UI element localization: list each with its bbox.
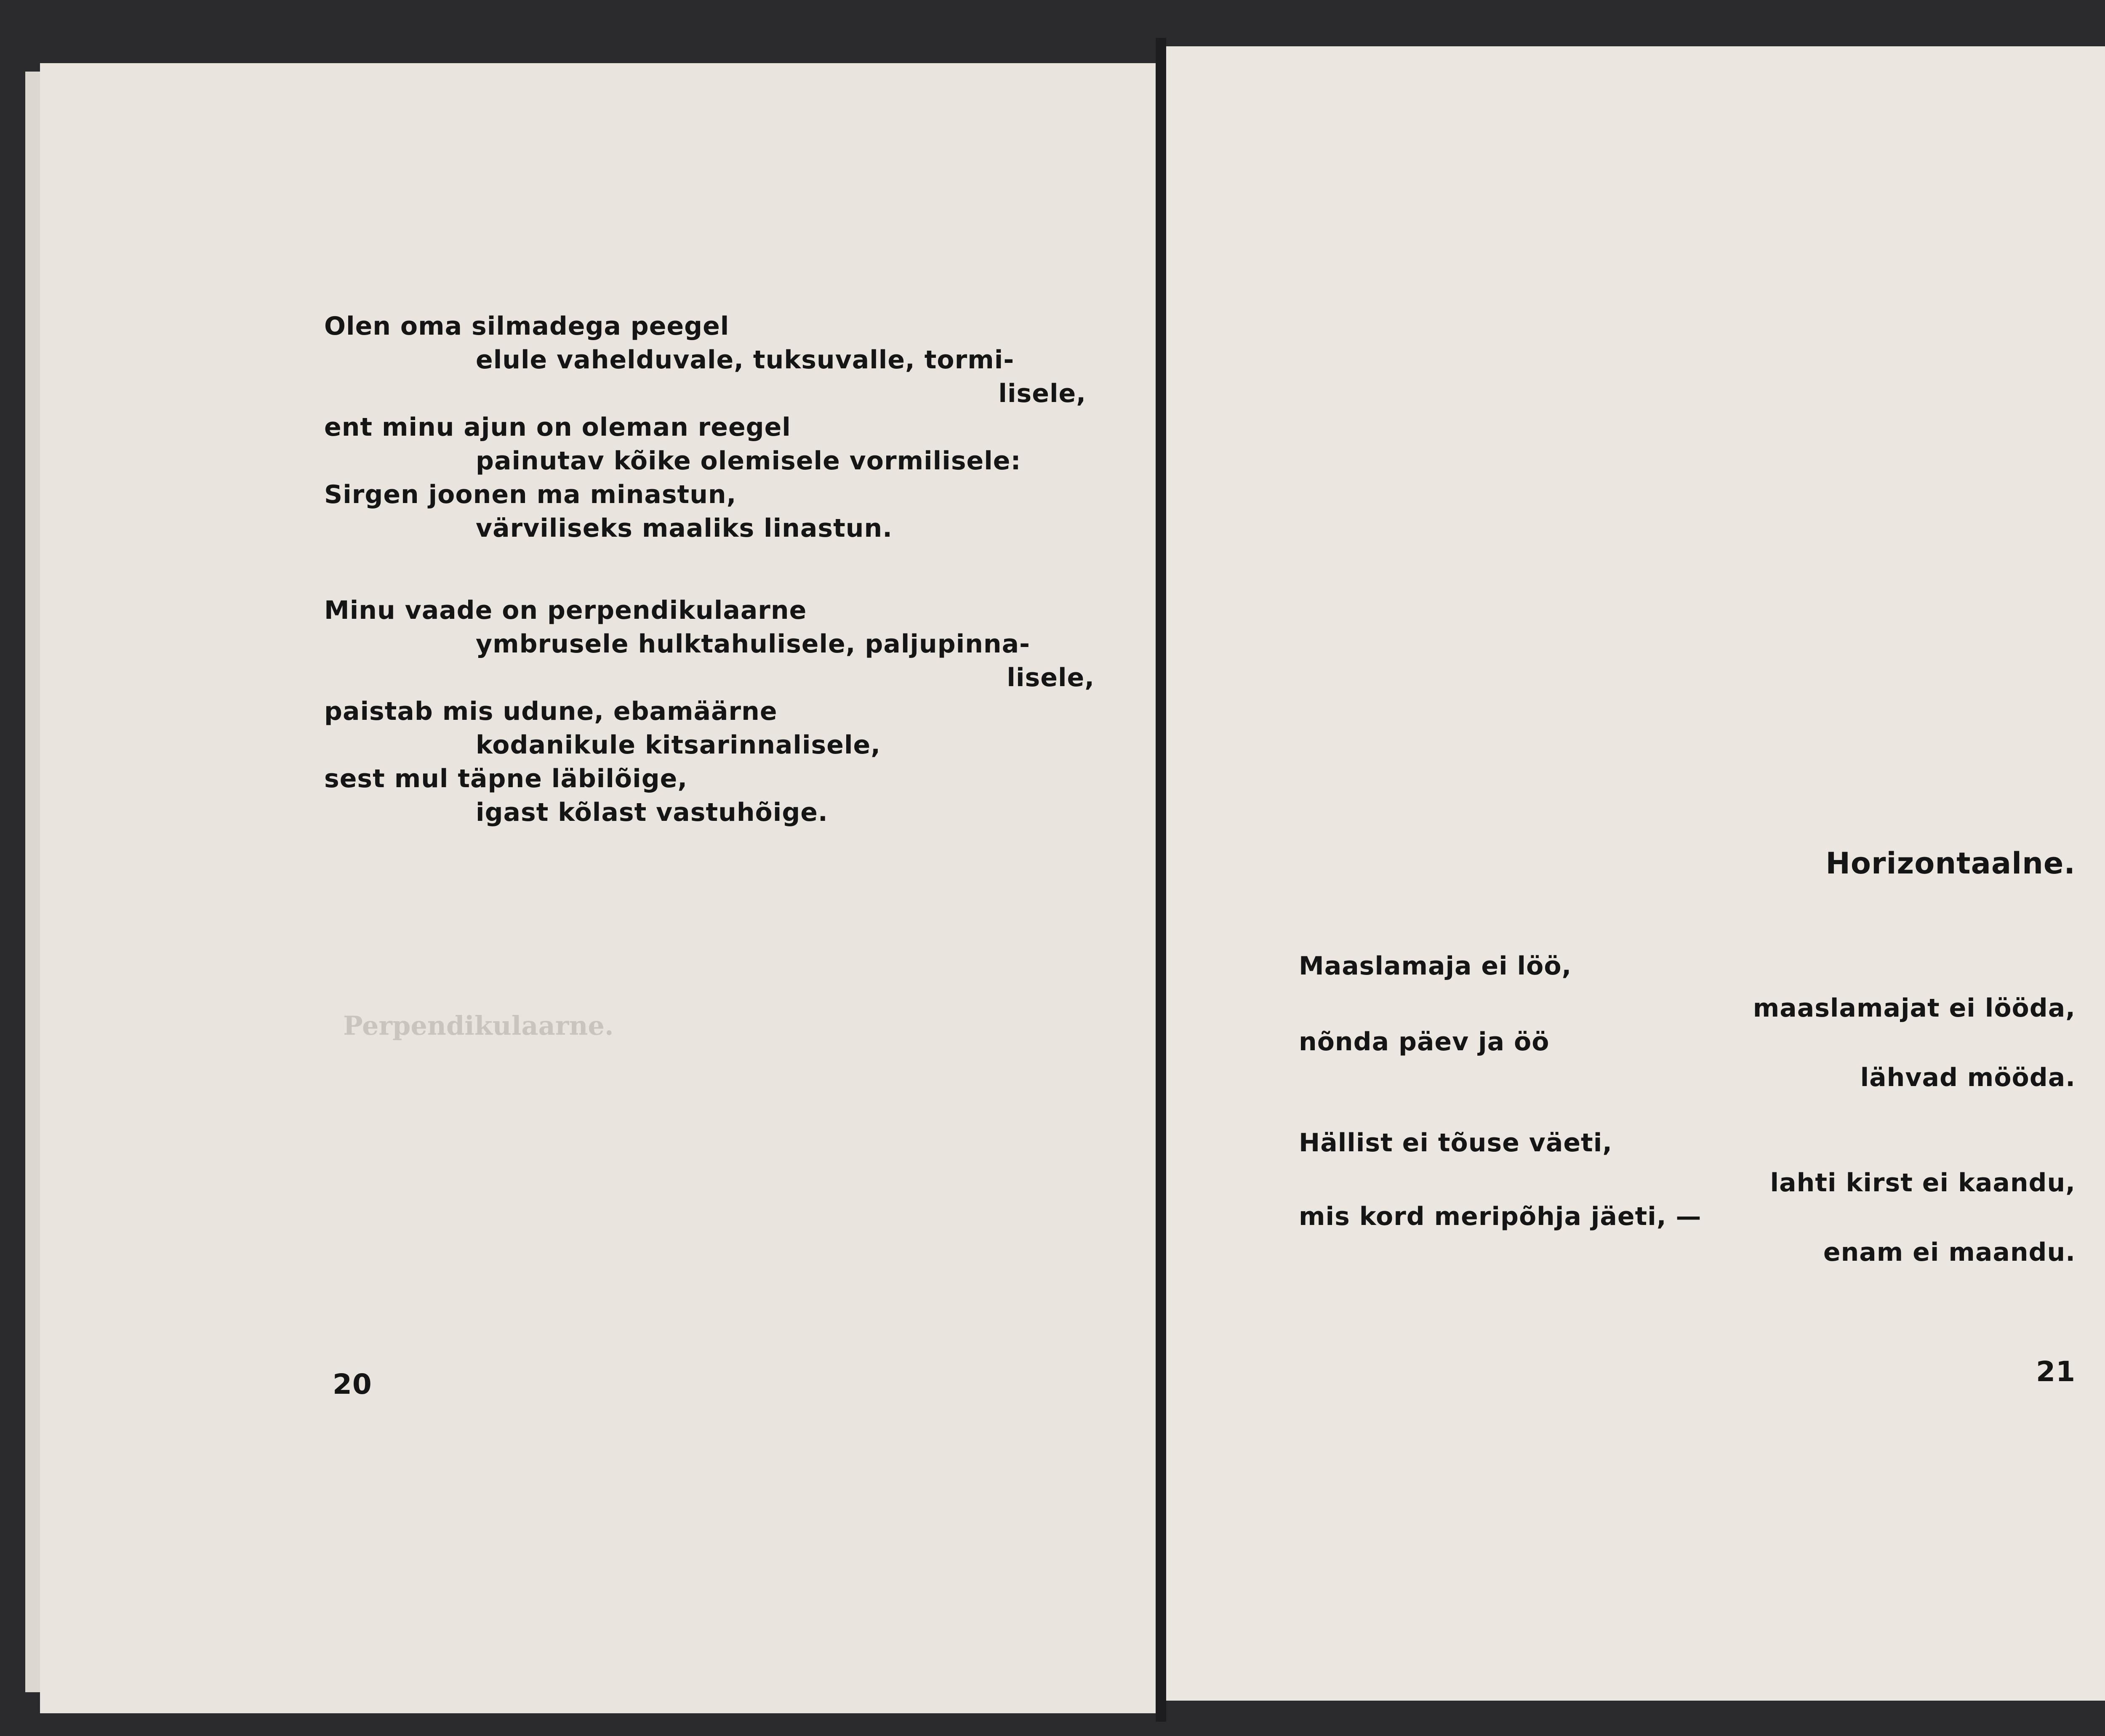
poem-line: painutav kõike olemisele vormilisele: xyxy=(476,446,1021,476)
page-number: 20 xyxy=(333,1368,372,1401)
poem-line: ymbrusele hulktahulisele, paljupinna- xyxy=(476,629,1031,659)
left-page xyxy=(40,63,1156,1713)
poem-line: lisele, xyxy=(998,379,1086,408)
poem-line: Maaslamaja ei löö, xyxy=(1299,951,1572,981)
poem-line: Minu vaade on perpendikulaarne xyxy=(324,596,807,625)
poem-line: paistab mis udune, ebamäärne xyxy=(324,697,778,726)
book-gutter xyxy=(1156,38,1166,1722)
page-number: 21 xyxy=(2036,1355,2076,1388)
right-page xyxy=(1166,46,2105,1701)
poem-line: lähvad mööda. xyxy=(1860,1063,2076,1092)
poem-line: nõnda päev ja öö xyxy=(1299,1027,1550,1057)
poem-line: maaslamajat ei lööda, xyxy=(1753,993,2076,1023)
poem-line: igast kõlast vastuhõige. xyxy=(476,798,828,827)
poem-line: Olen oma silmadega peegel xyxy=(324,312,730,341)
poem-line: ent minu ajun on oleman reegel xyxy=(324,413,791,442)
poem-line: sest mul täpne läbilõige, xyxy=(324,764,688,793)
bleed-through-heading: Perpendikulaarne. xyxy=(343,1010,614,1041)
poem-title: Horizontaalne. xyxy=(1825,846,2076,881)
poem-line: kodanikule kitsarinnalisele, xyxy=(476,730,881,760)
poem-line: elule vahelduvale, tuksuvalle, tormi- xyxy=(476,345,1015,375)
poem-line: Hällist ei tõuse väeti, xyxy=(1299,1128,1613,1158)
poem-line: mis kord meripõhja jäeti, — xyxy=(1299,1202,1702,1231)
poem-line: Sirgen joonen ma minastun, xyxy=(324,480,737,509)
poem-line: lahti kirst ei kaandu, xyxy=(1770,1168,2076,1198)
poem-line: enam ei maandu. xyxy=(1823,1238,2076,1267)
poem-line: lisele, xyxy=(1007,663,1095,692)
poem-line: värviliseks maaliks linastun. xyxy=(476,514,893,543)
